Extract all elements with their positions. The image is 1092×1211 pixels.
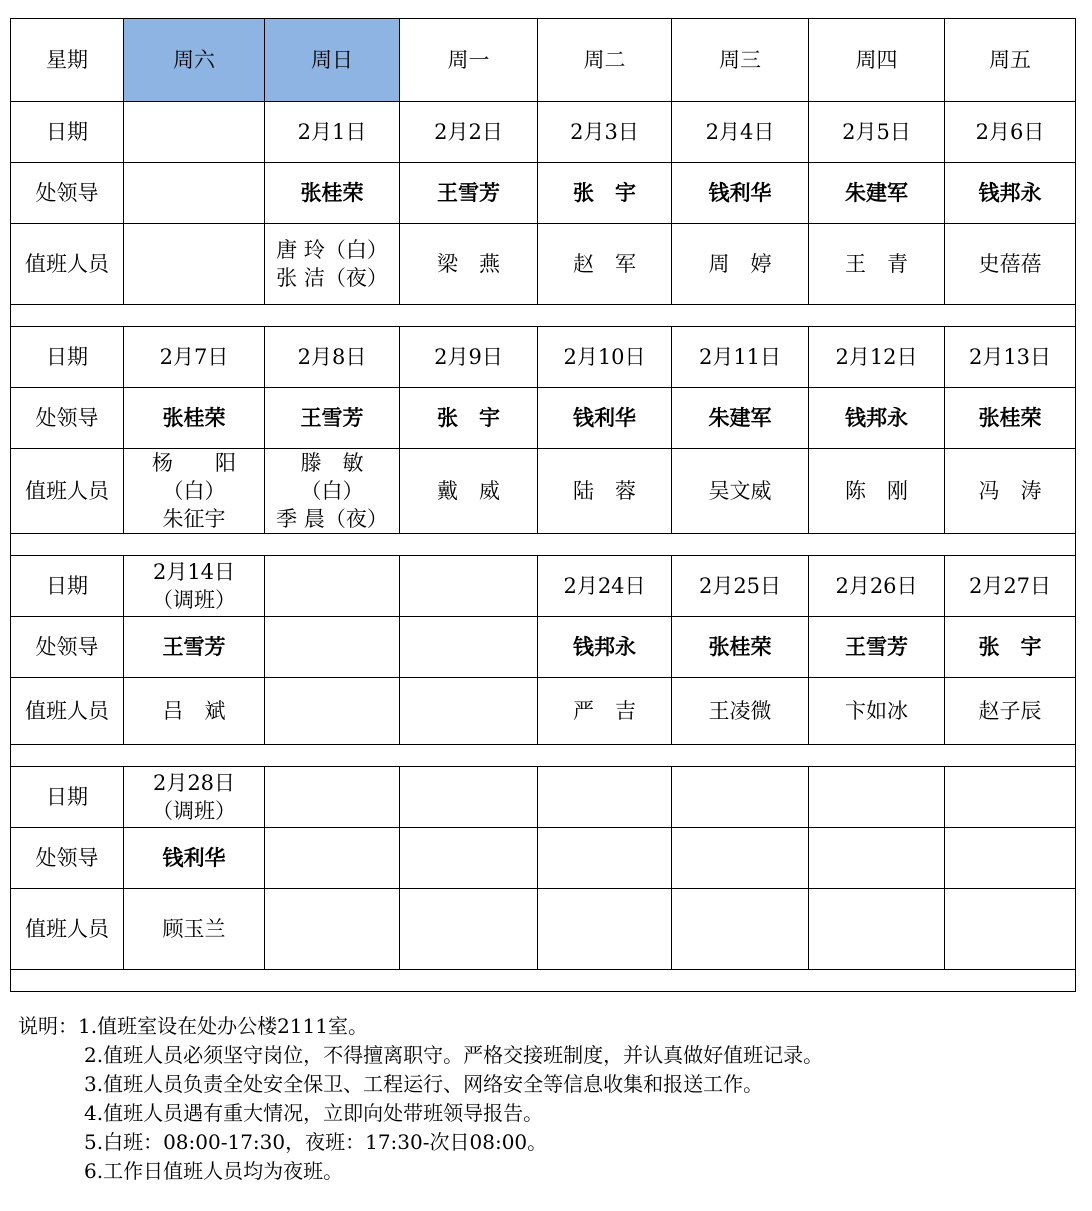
date-cell: 2月8日 [265,327,400,388]
leader-cell: 张 宇 [538,163,672,224]
spacer-cell [11,745,1076,767]
date-cell: 2月7日 [124,327,265,388]
leader-cell: 王雪芳 [124,617,265,678]
row-label-date: 日期 [11,102,124,163]
leader-cell: 张桂荣 [672,617,809,678]
leader-cell: 张 宇 [400,388,538,449]
staff-row [11,678,1076,745]
staff-cell [945,224,1076,305]
leader-cell [124,163,265,224]
staff-cell [124,678,265,745]
leader-cell [809,828,945,889]
weekday-wed: 周三 [672,19,809,102]
row-label-leader: 处领导 [11,388,124,449]
staff-cell [809,224,945,305]
staff-name: 赵子辰 [978,699,1042,723]
weekday-tue: 周二 [538,19,672,102]
staff-cell [538,449,672,534]
leader-row [11,163,1076,224]
staff-cell [809,889,945,970]
date-cell: 2月5日 [809,102,945,163]
leader-cell: 王雪芳 [400,163,538,224]
date-row [11,556,1076,617]
leader-cell: 张桂荣 [945,388,1076,449]
weekday-mon: 周一 [400,19,538,102]
date-cell: 2月12日 [809,327,945,388]
staff-name: 严 吉 [573,699,636,723]
spacer-row [11,534,1076,556]
staff-cell [265,678,400,745]
staff-cell [809,678,945,745]
weekday-header-row [11,19,1076,102]
date-cell: 2月25日 [672,556,809,617]
staff-shift-note: （白） [300,479,364,503]
leader-cell [945,828,1076,889]
row-label-date: 日期 [11,767,124,828]
staff-cell [809,449,945,534]
leader-row [11,828,1076,889]
staff-cell [265,449,400,534]
date-cell [124,556,265,617]
date-cell: 2月1日 [265,102,400,163]
date-cell [124,767,265,828]
leader-cell: 张 宇 [945,617,1076,678]
staff-name: 戴 威 [437,479,500,503]
row-label-staff: 值班人员 [11,224,124,305]
staff-name: 张 洁（夜） [276,266,388,290]
staff-name: 周 婷 [708,252,772,276]
leader-cell [265,828,400,889]
row-label-staff: 值班人员 [11,889,124,970]
date-cell: 2月24日 [538,556,672,617]
note-line: 2.值班人员必须坚守岗位，不得擅离职守。严格交接班制度，并认真做好值班记录。 [84,1043,824,1067]
date-cell [400,767,538,828]
date-cell [809,767,945,828]
weekday-fri: 周五 [945,19,1076,102]
date-swap-note: （调班） [152,799,236,823]
leader-cell: 朱建军 [809,163,945,224]
leader-cell [400,828,538,889]
staff-name: 吴文威 [708,479,772,503]
staff-name: 王凌微 [708,699,772,723]
date-cell: 2月13日 [945,327,1076,388]
row-label-date: 日期 [11,556,124,617]
staff-name: 滕 敏 [300,451,364,475]
date-cell: 2月9日 [400,327,538,388]
staff-name: 顾玉兰 [162,917,226,941]
spacer-cell [11,305,1076,327]
leader-cell [265,617,400,678]
leader-cell [538,828,672,889]
leader-cell: 钱邦永 [809,388,945,449]
note-line: 3.值班人员负责全处安全保卫、工程运行、网络安全等信息收集和报送工作。 [84,1072,764,1096]
spacer-row [11,970,1076,992]
staff-name: 赵 军 [573,252,636,276]
date-cell: 2月4日 [672,102,809,163]
date-row [11,767,1076,828]
staff-cell [538,678,672,745]
date-row [11,102,1076,163]
staff-name: 卞如冰 [845,699,908,723]
date-cell: 2月10日 [538,327,672,388]
row-label-leader: 处领导 [11,828,124,889]
date-cell: 2月3日 [538,102,672,163]
spacer-row [11,305,1076,327]
staff-cell [538,889,672,970]
leader-cell: 钱邦永 [538,617,672,678]
leader-cell [672,828,809,889]
date-value: 2月28日 [152,771,236,795]
staff-cell [945,449,1076,534]
notes-section [18,1012,1068,1186]
leader-row [11,617,1076,678]
staff-name: 梁 燕 [437,252,500,276]
leader-cell: 张桂荣 [265,163,400,224]
leader-cell: 钱利华 [124,828,265,889]
date-cell [265,556,400,617]
leader-cell: 王雪芳 [265,388,400,449]
date-cell: 2月2日 [400,102,538,163]
staff-cell [538,224,672,305]
staff-name: 杨 阳 [152,451,236,475]
leader-row [11,388,1076,449]
leader-cell: 王雪芳 [809,617,945,678]
staff-name: 陆 蓉 [573,479,636,503]
staff-cell [400,678,538,745]
spacer-cell [11,534,1076,556]
staff-cell [672,889,809,970]
staff-cell [124,889,265,970]
date-cell: 2月27日 [945,556,1076,617]
date-cell: 2月26日 [809,556,945,617]
staff-cell [265,889,400,970]
staff-row [11,224,1076,305]
row-label-staff: 值班人员 [11,449,124,534]
leader-cell: 钱利华 [672,163,809,224]
staff-name: 朱征宇 [162,507,226,531]
date-cell [945,767,1076,828]
date-cell [672,767,809,828]
staff-cell [400,889,538,970]
weekday-thu: 周四 [809,19,945,102]
staff-name: 唐 玲（白） [276,238,388,262]
staff-name: 王 青 [845,252,908,276]
staff-shift-note: （白） [162,479,226,503]
note-line: 4.值班人员遇有重大情况，立即向处带班领导报告。 [84,1101,544,1125]
staff-cell [672,224,809,305]
date-swap-note: （调班） [152,588,236,612]
row-label-leader: 处领导 [11,617,124,678]
leader-cell [400,617,538,678]
staff-cell [945,678,1076,745]
weekday-sat: 周六 [124,19,265,102]
staff-name: 冯 涛 [978,479,1042,503]
date-cell [400,556,538,617]
weekday-sun: 周日 [265,19,400,102]
staff-cell [124,224,265,305]
note-line: 5.白班：08:00-17:30，夜班：17:30-次日08:00。 [84,1130,548,1154]
date-cell [538,767,672,828]
staff-cell [400,449,538,534]
spacer-cell [11,970,1076,992]
staff-cell [672,678,809,745]
staff-row [11,449,1076,534]
row-label-staff: 值班人员 [11,678,124,745]
leader-cell: 张桂荣 [124,388,265,449]
staff-name: 吕 斌 [162,699,226,723]
staff-row [11,889,1076,970]
weekday-header-label: 星期 [11,19,124,102]
date-cell [265,767,400,828]
date-cell: 2月6日 [945,102,1076,163]
note-line: 6.工作日值班人员均为夜班。 [84,1159,344,1183]
staff-cell [400,224,538,305]
staff-name: 陈 刚 [845,479,908,503]
staff-cell [124,449,265,534]
duty-roster-table [10,18,1076,992]
staff-cell [672,449,809,534]
leader-cell: 钱利华 [538,388,672,449]
date-cell [124,102,265,163]
date-cell: 2月11日 [672,327,809,388]
staff-cell [265,224,400,305]
staff-name: 史蓓蓓 [978,252,1042,276]
spacer-row [11,745,1076,767]
row-label-leader: 处领导 [11,163,124,224]
leader-cell: 朱建军 [672,388,809,449]
date-row [11,327,1076,388]
duty-roster-sheet [10,18,1075,992]
row-label-date: 日期 [11,327,124,388]
staff-cell [945,889,1076,970]
date-value: 2月14日 [152,560,236,584]
leader-cell: 钱邦永 [945,163,1076,224]
note-line: 说明：1.值班室设在处办公楼2111室。 [18,1014,368,1038]
staff-name: 季 晨（夜） [276,507,388,531]
